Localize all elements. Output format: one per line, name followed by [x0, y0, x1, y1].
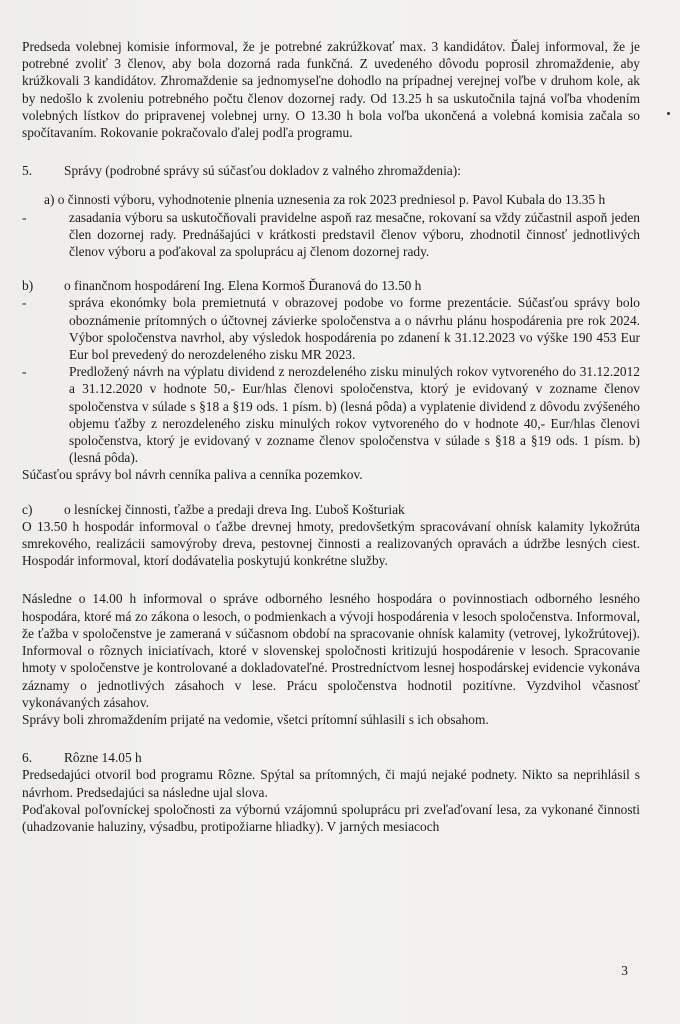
subsection-b-title: o finančnom hospodárení Ing. Elena Kormoš Ďuranová do 13.50 h: [64, 278, 422, 294]
forestry-report-paragraph: Následne o 14.00 h informoval o správe odborného lesného hospodára o povinnostiach odborného lesného hospodára, ktoré má zo zákona o lesoch, o podmienkach a vývoji hospodárenia v lesoch spoločenstva. Informoval, že ťažba v spoločenstve je zameraná v súčasnom období na spracovanie ohnísk kalamity (vetrovej, lykožrútovej). Informoval o rôznych iniciatívach, ktoré v slovenskej spoločnosti kritizujú hospodárenie v lesoch. Spracovanie hmoty v spoločenstve je kontrolované a dokladovateľné. Prostredníctvom lesnej hospodárskej evidencie vykonáva záznamy o jednotlivých zásahoch v lese. Prácu spoločenstva hodnotil pozitívne. Vyzdvihol včasnosť vykonávaných zásahov.: [22, 591, 640, 710]
dash-marker: -: [22, 364, 27, 380]
section-6-paragraph-2: Poďakoval poľovníckej spoločnosti za výbornú vzájomnú spoluprácu pri zveľaďovaní lesa, za vykonané činnosti (uhadzovanie haluziny, výsadbu, protipožiarne hliadky). V jarných mesiacoch: [22, 801, 640, 834]
section-6-number: 6.: [22, 750, 33, 766]
section-6-paragraph-1: Predsedajúci otvoril bod programu Rôzne. Spýtal sa prítomných, či majú nejaké podnety. Nikto sa neprihlásil s návrhom. Predsedajúci sa následne ujal slova.: [22, 767, 640, 800]
page-number: 3: [621, 963, 628, 978]
section-6-title: Rôzne 14.05 h: [64, 750, 142, 766]
intro-paragraph: Predseda volebnej komisie informoval, že je potrebné zakrúžkovať max. 3 kandidátov. Ďalej informoval, že je potrebné zvoliť 3 členov, aby bola dozorná rada funkčná. Z uvedeného dôvodu poprosil zhromaždenie, aby krúžkovali 3 kandidátov. Zhromaždenie sa jednomyseľne dohodlo na prípadnej verejnej voľbe v druhom kole, ak by nedošlo k zvoleniu potrebného počtu členov dozornej rady. Od 13.25 h sa uskutočnila tajná voľba vhodením volebných lístkov do pripravenej volebnej urny. O 13.30 h bola voľba ukončená a volebná komisia začala so spočítavaním. Rokovanie pokračovalo ďalej podľa programu.: [22, 39, 640, 141]
section-5-heading: [22, 162, 640, 179]
subsection-b-label: b): [22, 278, 34, 294]
subsection-b-tail: Súčasťou správy bol návrh cenníka paliva a cenníka pozemkov.: [22, 467, 363, 483]
dash-marker: -: [22, 209, 27, 225]
subsection-c-text: O 13.50 h hospodár informoval o ťažbe drevnej hmoty, predovšetkým spracovávaní ohnísk kalamity lykožrúta smrekového, realizácii samovýroby dreva, pestovnej činnosti a realizovaných opravách a údržbe lesných ciest. Hospodár informoval, ktorí dodávatelia poskytujú konkrétne služby.: [22, 518, 640, 569]
subsection-a-item: [22, 209, 640, 261]
subsection-c-heading: [22, 501, 640, 518]
subsection-c-label: c): [22, 501, 33, 517]
subsection-c-title: o lesníckej činnosti, ťažbe a predaji dreva Ing. Ľuboš Košturiak: [64, 501, 405, 517]
dash-marker: -: [22, 295, 27, 311]
subsection-b-text-1: správa ekonómky bola premietnutá v obrazovej podobe vo forme prezentácie. Súčasťou správy bolo oboznámenie prítomných o účtovnej závierke spoločenstva a o návrhu plánu hospodárenia pre rok 2024. Výbor spoločenstva navrhol, aby výsledok hospodárenia po zdanení k 31.12.2023 vo výške 190 453 Eur Eur bol prevedený do nerozdeleného zisku MR 2023.: [69, 295, 640, 363]
subsection-a-text: zasadania výboru sa uskutočňovali pravidelne aspoň raz mesačne, rokovaní sa vždy zúčastnil aspoň jeden člen dozornej rady. Prednášajúci v krátkosti predstavil členov výboru, zhodnotil činnosť jednotlivých členov výboru a poďakoval za spoluprácu aj členom dozornej rady.: [69, 209, 640, 260]
margin-dot: [667, 112, 670, 115]
subsection-b-text-2: Predložený návrh na výplatu dividend z nerozdeleného zisku minulých rokov vytvoreného do 31.12.2012 a 31.12.2020 v hodnote 50,- Eur/hlas členovi spoločenstva, ktorý je evidovaný v zozname členov spoločenstva v súlade s §18 a §19 ods. 1 písm. b) (lesná pôda) a vyplatenie dividend z dôvodu zvýšeného objemu ťažby z nerozdeleného zisku minulých rokov vytvoreného do v hodnote 40,- Eur/hlas členovi spoločenstva, ktorý je evidovaný v zozname členov spoločenstva v súlade s §18 a §19 ods. 1 písm. b) (lesná pôda).: [69, 364, 640, 466]
section-5-title: Správy (podrobné správy sú súčasťou dokladov z valného zhromaždenia):: [64, 163, 461, 179]
subsection-b-item-2: [22, 363, 640, 466]
subsection-a-heading: a) o činnosti výboru, vyhodnotenie plnenia uznesenia za rok 2023 predniesol p. Pavol Kubala do 13.35 h: [44, 192, 606, 208]
section-5-number: 5.: [22, 163, 33, 179]
section-6-heading: [22, 749, 640, 766]
subsection-b-heading: [22, 277, 640, 294]
subsection-b-item-1: [22, 294, 640, 363]
reports-accepted-paragraph: Správy boli zhromaždením prijaté na vedomie, všetci prítomní súhlasili s ich obsahom.: [22, 711, 489, 727]
